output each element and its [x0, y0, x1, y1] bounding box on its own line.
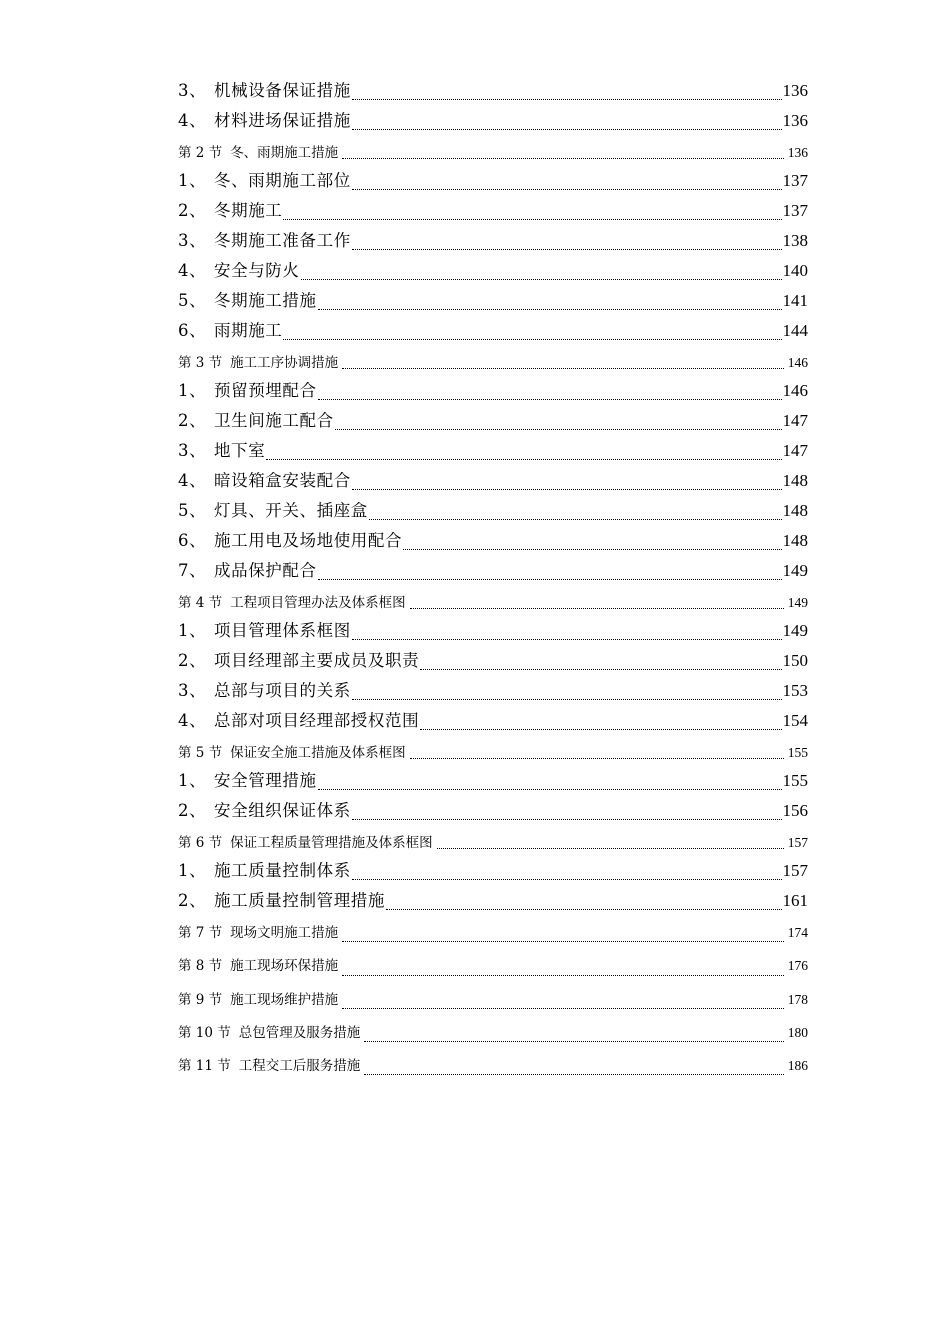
toc-entry-page-number: 178 [787, 991, 808, 1007]
toc-entry-title: 雨期施工 [214, 321, 283, 340]
dot-leader [408, 588, 786, 618]
toc-entry-title: 冬期施工准备工作 [214, 231, 351, 250]
toc-entry-number: 第 5 节 [178, 745, 223, 761]
toc-entry-number: 1、 [178, 621, 207, 640]
dot-leader [352, 108, 782, 138]
dot-leader [318, 768, 782, 798]
toc-entry-title: 暗设箱盒安装配合 [214, 471, 351, 490]
toc-entry-title: 现场文明施工措施 [230, 925, 339, 941]
toc-entry-page-number: 148 [782, 501, 808, 520]
toc-entry-page-number: 153 [782, 681, 808, 700]
toc-item-entry[interactable] [178, 228, 808, 258]
toc-entry-page-number: 146 [787, 355, 808, 370]
dot-leader [352, 228, 782, 258]
toc-entry-page-number: 137 [782, 171, 808, 190]
toc-entry-title: 总部对项目经理部授权范围 [214, 711, 420, 730]
toc-entry-page-number: 156 [782, 801, 808, 820]
dot-leader [340, 138, 786, 168]
toc-entry-number: 6、 [178, 531, 207, 550]
toc-entry-number: 3、 [178, 231, 207, 250]
toc-entry-number: 1、 [178, 861, 207, 880]
toc-entry-title: 预留预埋配合 [214, 381, 317, 400]
toc-entry-title: 保证工程质量管理措施及体系框图 [230, 835, 433, 851]
toc-entry-page-number: 157 [787, 835, 808, 850]
toc-entry-title: 项目经理部主要成员及职责 [214, 651, 420, 670]
toc-entry-page-number: 144 [782, 321, 808, 340]
toc-entry-title: 施工用电及场地使用配合 [214, 531, 403, 550]
toc-entry-title: 总部与项目的关系 [214, 681, 351, 700]
toc-entry-page-number: 147 [782, 441, 808, 460]
toc-entry-page-number: 149 [787, 595, 808, 610]
toc-entry-title: 卫生间施工配合 [214, 411, 334, 430]
toc-entry-page-number: 140 [782, 261, 808, 280]
toc-entry-title: 灯具、开关、插座盒 [214, 501, 368, 520]
toc-entry-page-number: 149 [782, 561, 808, 580]
toc-entry-page-number: 137 [782, 201, 808, 220]
toc-entry-page-number: 174 [787, 925, 808, 940]
toc-entry-number: 5、 [178, 291, 207, 310]
toc-entry-title: 成品保护配合 [214, 561, 317, 580]
dot-leader [386, 888, 782, 918]
toc-item-entry[interactable] [178, 288, 808, 318]
toc-entry-title: 冬、雨期施工部位 [214, 171, 351, 190]
toc-item-entry[interactable] [178, 858, 808, 888]
toc-entry-number: 第 9 节 [178, 991, 223, 1008]
table-of-contents [178, 78, 808, 1084]
toc-item-entry[interactable] [178, 708, 808, 738]
toc-entry-title: 冬期施工措施 [214, 291, 317, 310]
dot-leader [352, 678, 782, 708]
toc-entry-number: 2、 [178, 411, 207, 430]
toc-section-entry[interactable] [178, 1051, 808, 1084]
toc-item-entry[interactable] [178, 798, 808, 828]
toc-item-entry[interactable] [178, 108, 808, 138]
dot-leader [352, 468, 782, 498]
toc-entry-number: 4、 [178, 471, 207, 490]
toc-entry-number: 4、 [178, 111, 207, 130]
dot-leader [362, 1051, 785, 1084]
toc-entry-number: 第 6 节 [178, 835, 223, 851]
toc-entry-number: 3、 [178, 441, 207, 460]
toc-entry-page-number: 155 [782, 771, 808, 790]
toc-entry-page-number: 147 [782, 411, 808, 430]
dot-leader [435, 828, 786, 858]
dot-leader [335, 408, 782, 438]
toc-entry-number: 第 8 节 [178, 958, 223, 975]
toc-entry-number: 6、 [178, 321, 207, 340]
toc-entry-title: 保证安全施工措施及体系框图 [230, 745, 406, 761]
toc-entry-page-number: 161 [782, 891, 808, 910]
toc-item-entry[interactable] [178, 678, 808, 708]
toc-item-entry[interactable] [178, 468, 808, 498]
toc-entry-number: 第 4 节 [178, 595, 223, 611]
toc-section-entry[interactable] [178, 951, 808, 984]
toc-entry-number: 7、 [178, 561, 207, 580]
toc-entry-title: 施工质量控制管理措施 [214, 891, 385, 910]
toc-entry-title: 地下室 [214, 441, 266, 460]
toc-entry-number: 第 10 节 [178, 1024, 231, 1041]
dot-leader [318, 558, 782, 588]
toc-item-entry[interactable] [178, 558, 808, 588]
dot-leader [420, 648, 781, 678]
toc-item-entry[interactable] [178, 258, 808, 288]
toc-entry-page-number: 136 [782, 111, 808, 130]
toc-entry-number: 2、 [178, 891, 207, 910]
toc-entry-title: 施工工序协调措施 [230, 355, 339, 371]
toc-entry-page-number: 136 [787, 145, 808, 160]
dot-leader [352, 78, 782, 108]
toc-entry-number: 3、 [178, 81, 207, 100]
toc-item-entry[interactable] [178, 378, 808, 408]
toc-entry-title: 施工质量控制体系 [214, 861, 351, 880]
dot-leader [340, 348, 786, 378]
toc-entry-number: 5、 [178, 501, 207, 520]
dot-leader [408, 738, 786, 768]
toc-entry-page-number: 136 [782, 81, 808, 100]
toc-entry-title: 安全组织保证体系 [214, 801, 351, 820]
toc-entry-page-number: 180 [787, 1024, 808, 1040]
toc-entry-title: 工程项目管理办法及体系框图 [230, 595, 406, 611]
dot-leader [352, 798, 782, 828]
toc-item-entry[interactable] [178, 648, 808, 678]
toc-entry-number: 4、 [178, 261, 207, 280]
toc-entry-title: 工程交工后服务措施 [238, 1058, 361, 1075]
dot-leader [352, 858, 782, 888]
dot-leader [340, 951, 786, 984]
toc-entry-page-number: 157 [782, 861, 808, 880]
toc-entry-title: 机械设备保证措施 [214, 81, 351, 100]
dot-leader [362, 1018, 785, 1051]
toc-section-entry[interactable] [178, 918, 808, 951]
toc-entry-number: 1、 [178, 171, 207, 190]
toc-item-entry[interactable] [178, 438, 808, 468]
dot-leader [369, 498, 782, 528]
toc-entry-page-number: 149 [782, 621, 808, 640]
toc-item-entry[interactable] [178, 888, 808, 918]
toc-entry-page-number: 176 [787, 958, 808, 974]
toc-entry-number: 4、 [178, 711, 207, 730]
toc-entry-number: 第 3 节 [178, 355, 223, 371]
toc-item-entry[interactable] [178, 768, 808, 798]
toc-entry-number: 2、 [178, 801, 207, 820]
toc-entry-number: 第 7 节 [178, 925, 223, 941]
toc-entry-number: 第 11 节 [178, 1058, 231, 1075]
toc-item-entry[interactable] [178, 498, 808, 528]
toc-entry-title: 材料进场保证措施 [214, 111, 351, 130]
toc-entry-number: 第 2 节 [178, 145, 223, 161]
toc-section-entry[interactable] [178, 828, 808, 858]
dot-leader [318, 288, 782, 318]
toc-entry-title: 施工现场维护措施 [230, 991, 339, 1008]
toc-entry-page-number: 141 [782, 291, 808, 310]
toc-entry-page-number: 146 [782, 381, 808, 400]
toc-entry-page-number: 186 [787, 1058, 808, 1074]
toc-section-entry[interactable] [178, 1018, 808, 1051]
toc-item-entry[interactable] [178, 78, 808, 108]
dot-leader [340, 918, 786, 951]
toc-entry-title: 施工现场环保措施 [230, 958, 339, 975]
dot-leader [403, 528, 781, 558]
dot-leader [352, 618, 782, 648]
dot-leader [340, 985, 786, 1018]
toc-entry-number: 1、 [178, 381, 207, 400]
dot-leader [420, 708, 781, 738]
toc-entry-page-number: 155 [787, 745, 808, 760]
toc-entry-number: 1、 [178, 771, 207, 790]
toc-item-entry[interactable] [178, 618, 808, 648]
toc-entry-page-number: 148 [782, 531, 808, 550]
toc-entry-title: 安全管理措施 [214, 771, 317, 790]
toc-entry-title: 冬期施工 [214, 201, 283, 220]
toc-item-entry[interactable] [178, 318, 808, 348]
toc-entry-page-number: 148 [782, 471, 808, 490]
toc-item-entry[interactable] [178, 198, 808, 228]
toc-entry-page-number: 154 [782, 711, 808, 730]
toc-entry-title: 项目管理体系框图 [214, 621, 351, 640]
toc-entry-page-number: 150 [782, 651, 808, 670]
toc-item-entry[interactable] [178, 408, 808, 438]
toc-entry-number: 2、 [178, 651, 207, 670]
dot-leader [301, 258, 782, 288]
toc-entry-page-number: 138 [782, 231, 808, 250]
dot-leader [283, 198, 781, 228]
toc-entry-title: 安全与防火 [214, 261, 300, 280]
dot-leader [283, 318, 781, 348]
toc-entry-title: 总包管理及服务措施 [238, 1024, 361, 1041]
toc-item-entry[interactable] [178, 168, 808, 198]
toc-section-entry[interactable] [178, 348, 808, 378]
dot-leader [352, 168, 782, 198]
dot-leader [318, 378, 782, 408]
toc-section-entry[interactable] [178, 138, 808, 168]
toc-item-entry[interactable] [178, 528, 808, 558]
toc-section-entry[interactable] [178, 588, 808, 618]
toc-section-entry[interactable] [178, 985, 808, 1018]
dot-leader [266, 438, 781, 468]
toc-entry-number: 2、 [178, 201, 207, 220]
toc-entry-title: 冬、雨期施工措施 [230, 145, 339, 161]
toc-entry-number: 3、 [178, 681, 207, 700]
toc-section-entry[interactable] [178, 738, 808, 768]
